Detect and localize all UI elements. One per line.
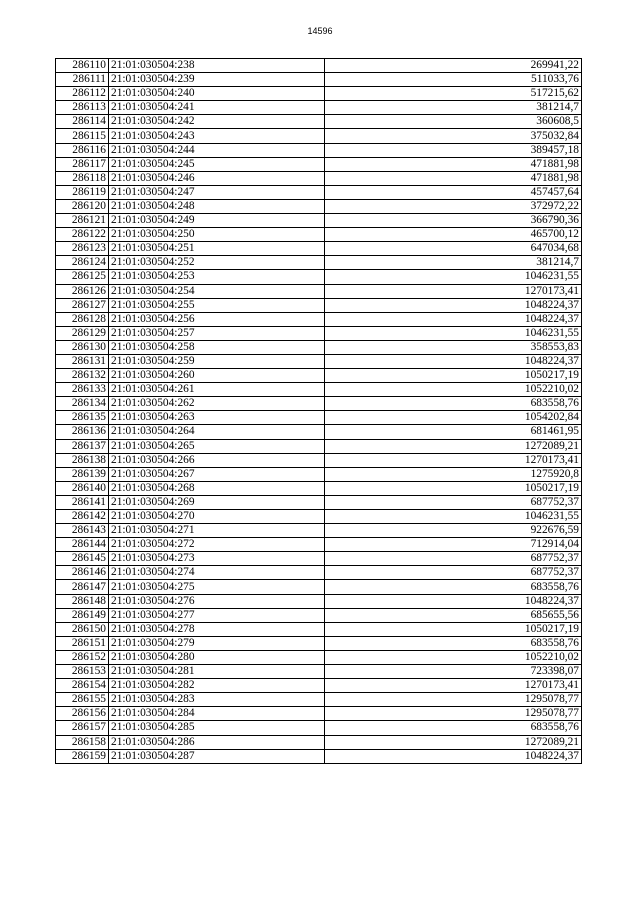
table-row [56,481,582,495]
table-row [56,326,582,340]
cadastral-value-cell: 1052210,02 [325,650,582,664]
row-number-cell: 286140 [56,481,109,495]
row-number-cell: 286158 [56,735,109,749]
row-number-cell: 286123 [56,242,109,256]
cadastral-number-cell: 21:01:030504:258 [109,340,325,354]
row-number-cell: 286157 [56,721,109,735]
row-number-cell: 286141 [56,495,109,509]
cadastral-value-cell: 712914,04 [325,538,582,552]
row-number-cell: 286143 [56,524,109,538]
table-row [56,411,582,425]
cadastral-value-cell: 683558,76 [325,580,582,594]
cadastral-value-cell: 1295078,77 [325,693,582,707]
table-row [56,157,582,171]
cadastral-number-cell: 21:01:030504:262 [109,397,325,411]
cadastral-value-cell: 1048224,37 [325,298,582,312]
table-row [56,425,582,439]
table-row [56,312,582,326]
table-row [56,214,582,228]
table-row [56,665,582,679]
cadastral-number-cell: 21:01:030504:271 [109,524,325,538]
row-number-cell: 286117 [56,157,109,171]
cadastral-number-cell: 21:01:030504:275 [109,580,325,594]
cadastral-value-cell: 360608,5 [325,115,582,129]
cadastral-number-cell: 21:01:030504:256 [109,312,325,326]
cadastral-value-cell: 381214,7 [325,256,582,270]
cadastral-value-cell: 269941,22 [325,59,582,73]
row-number-cell: 286118 [56,171,109,185]
table-row [56,101,582,115]
table-row [56,735,582,749]
row-number-cell: 286128 [56,312,109,326]
cadastral-value-cell: 687752,37 [325,566,582,580]
table-row [56,538,582,552]
table-row [56,383,582,397]
cadastral-value-cell: 1048224,37 [325,312,582,326]
cadastral-number-cell: 21:01:030504:274 [109,566,325,580]
page-number: 14596 [307,26,333,36]
table-row [56,59,582,73]
cadastral-number-cell: 21:01:030504:244 [109,143,325,157]
cadastral-value-cell: 723398,07 [325,665,582,679]
row-number-cell: 286116 [56,143,109,157]
table-row [56,284,582,298]
row-number-cell: 286111 [56,73,109,87]
cadastral-number-cell: 21:01:030504:260 [109,369,325,383]
row-number-cell: 286151 [56,636,109,650]
table-row [56,749,582,763]
cadastral-number-cell: 21:01:030504:238 [109,59,325,73]
cadastral-value-cell: 1270173,41 [325,284,582,298]
cadastral-value-cell: 1050217,19 [325,622,582,636]
cadastral-number-cell: 21:01:030504:284 [109,707,325,721]
cadastral-value-cell: 389457,18 [325,143,582,157]
table-row [56,636,582,650]
cadastral-number-cell: 21:01:030504:265 [109,439,325,453]
table-row [56,298,582,312]
table-row [56,721,582,735]
cadastral-value-cell: 471881,98 [325,157,582,171]
cadastral-value-cell: 687752,37 [325,552,582,566]
row-number-cell: 286142 [56,510,109,524]
cadastral-value-cell: 1052210,02 [325,383,582,397]
table-row [56,495,582,509]
table-row [56,453,582,467]
row-number-cell: 286129 [56,326,109,340]
cadastral-number-cell: 21:01:030504:241 [109,101,325,115]
cadastral-value-cell: 465700,12 [325,228,582,242]
table-row [56,510,582,524]
row-number-cell: 286150 [56,622,109,636]
table-row [56,397,582,411]
cadastral-number-cell: 21:01:030504:253 [109,270,325,284]
cadastral-number-cell: 21:01:030504:277 [109,608,325,622]
cadastral-number-cell: 21:01:030504:251 [109,242,325,256]
cadastral-value-cell: 922676,59 [325,524,582,538]
cadastral-number-cell: 21:01:030504:250 [109,228,325,242]
row-number-cell: 286148 [56,594,109,608]
cadastral-number-cell: 21:01:030504:276 [109,594,325,608]
cadastral-value-cell: 511033,76 [325,73,582,87]
table-row [56,524,582,538]
cadastral-value-cell: 1295078,77 [325,707,582,721]
cadastral-value-cell: 687752,37 [325,495,582,509]
cadastral-value-cell: 683558,76 [325,721,582,735]
cadastral-value-cell: 1046231,55 [325,326,582,340]
row-number-cell: 286154 [56,679,109,693]
cadastral-value-cell: 1272089,21 [325,735,582,749]
cadastral-value-cell: 1272089,21 [325,439,582,453]
cadastral-value-cell: 517215,62 [325,87,582,101]
row-number-cell: 286155 [56,693,109,707]
table-row [56,87,582,101]
row-number-cell: 286159 [56,749,109,763]
cadastral-value-cell: 1050217,19 [325,481,582,495]
row-number-cell: 286134 [56,397,109,411]
table-row [56,256,582,270]
table-row [56,467,582,481]
table-row [56,73,582,87]
cadastral-number-cell: 21:01:030504:286 [109,735,325,749]
row-number-cell: 286114 [56,115,109,129]
cadastral-value-table [55,58,582,764]
table-row [56,242,582,256]
cadastral-value-cell: 1270173,41 [325,453,582,467]
row-number-cell: 286147 [56,580,109,594]
cadastral-value-cell: 681461,95 [325,425,582,439]
row-number-cell: 286132 [56,369,109,383]
table-body [56,59,582,764]
cadastral-number-cell: 21:01:030504:264 [109,425,325,439]
cadastral-value-cell: 372972,22 [325,199,582,213]
cadastral-number-cell: 21:01:030504:261 [109,383,325,397]
cadastral-number-cell: 21:01:030504:281 [109,665,325,679]
cadastral-number-cell: 21:01:030504:259 [109,354,325,368]
cadastral-value-cell: 366790,36 [325,214,582,228]
cadastral-number-cell: 21:01:030504:263 [109,411,325,425]
cadastral-number-cell: 21:01:030504:249 [109,214,325,228]
table-row [56,228,582,242]
cadastral-value-cell: 1046231,55 [325,270,582,284]
table-row [56,115,582,129]
cadastral-number-cell: 21:01:030504:282 [109,679,325,693]
table-row [56,580,582,594]
table-row [56,171,582,185]
row-number-cell: 286124 [56,256,109,270]
cadastral-value-cell: 1270173,41 [325,679,582,693]
row-number-cell: 286121 [56,214,109,228]
table-row [56,594,582,608]
row-number-cell: 286149 [56,608,109,622]
cadastral-value-cell: 1048224,37 [325,594,582,608]
cadastral-number-cell: 21:01:030504:287 [109,749,325,763]
row-number-cell: 286136 [56,425,109,439]
cadastral-number-cell: 21:01:030504:247 [109,185,325,199]
table-row [56,622,582,636]
row-number-cell: 286156 [56,707,109,721]
cadastral-value-cell: 1048224,37 [325,749,582,763]
row-number-cell: 286112 [56,87,109,101]
table-row [56,199,582,213]
row-number-cell: 286110 [56,59,109,73]
row-number-cell: 286153 [56,665,109,679]
row-number-cell: 286139 [56,467,109,481]
cadastral-value-cell: 683558,76 [325,636,582,650]
row-number-cell: 286127 [56,298,109,312]
cadastral-number-cell: 21:01:030504:246 [109,171,325,185]
cadastral-number-cell: 21:01:030504:254 [109,284,325,298]
table-row [56,552,582,566]
cadastral-value-cell: 457457,64 [325,185,582,199]
table-row [56,566,582,580]
cadastral-number-cell: 21:01:030504:285 [109,721,325,735]
table-row [56,129,582,143]
cadastral-value-cell: 1046231,55 [325,510,582,524]
cadastral-number-cell: 21:01:030504:267 [109,467,325,481]
table-row [56,185,582,199]
table-row [56,693,582,707]
cadastral-number-cell: 21:01:030504:242 [109,115,325,129]
cadastral-value-cell: 647034,68 [325,242,582,256]
row-number-cell: 286126 [56,284,109,298]
table-row [56,707,582,721]
cadastral-number-cell: 21:01:030504:278 [109,622,325,636]
table-row [56,270,582,284]
table-row [56,143,582,157]
cadastral-value-cell: 471881,98 [325,171,582,185]
row-number-cell: 286135 [56,411,109,425]
cadastral-value-cell: 358553,83 [325,340,582,354]
table-row [56,369,582,383]
cadastral-number-cell: 21:01:030504:255 [109,298,325,312]
cadastral-value-cell: 1054202,84 [325,411,582,425]
cadastral-number-cell: 21:01:030504:270 [109,510,325,524]
cadastral-number-cell: 21:01:030504:269 [109,495,325,509]
row-number-cell: 286120 [56,199,109,213]
table-row [56,340,582,354]
row-number-cell: 286125 [56,270,109,284]
cadastral-number-cell: 21:01:030504:268 [109,481,325,495]
cadastral-number-cell: 21:01:030504:245 [109,157,325,171]
cadastral-number-cell: 21:01:030504:279 [109,636,325,650]
row-number-cell: 286152 [56,650,109,664]
cadastral-number-cell: 21:01:030504:266 [109,453,325,467]
row-number-cell: 286137 [56,439,109,453]
row-number-cell: 286130 [56,340,109,354]
row-number-cell: 286146 [56,566,109,580]
cadastral-number-cell: 21:01:030504:239 [109,73,325,87]
cadastral-number-cell: 21:01:030504:252 [109,256,325,270]
row-number-cell: 286133 [56,383,109,397]
table-row [56,439,582,453]
cadastral-number-cell: 21:01:030504:280 [109,650,325,664]
row-number-cell: 286144 [56,538,109,552]
cadastral-number-cell: 21:01:030504:283 [109,693,325,707]
cadastral-number-cell: 21:01:030504:273 [109,552,325,566]
cadastral-number-cell: 21:01:030504:240 [109,87,325,101]
cadastral-value-cell: 685655,56 [325,608,582,622]
table-row [56,650,582,664]
row-number-cell: 286138 [56,453,109,467]
table-row [56,354,582,368]
cadastral-number-cell: 21:01:030504:257 [109,326,325,340]
cadastral-number-cell: 21:01:030504:272 [109,538,325,552]
cadastral-value-cell: 683558,76 [325,397,582,411]
cadastral-value-cell: 1050217,19 [325,369,582,383]
row-number-cell: 286113 [56,101,109,115]
row-number-cell: 286115 [56,129,109,143]
row-number-cell: 286145 [56,552,109,566]
cadastral-value-cell: 1048224,37 [325,354,582,368]
cadastral-number-cell: 21:01:030504:248 [109,199,325,213]
table-row [56,679,582,693]
row-number-cell: 286131 [56,354,109,368]
row-number-cell: 286119 [56,185,109,199]
cadastral-value-cell: 381214,7 [325,101,582,115]
cadastral-value-cell: 375032,84 [325,129,582,143]
table-row [56,608,582,622]
cadastral-value-cell: 1275920,8 [325,467,582,481]
cadastral-number-cell: 21:01:030504:243 [109,129,325,143]
row-number-cell: 286122 [56,228,109,242]
